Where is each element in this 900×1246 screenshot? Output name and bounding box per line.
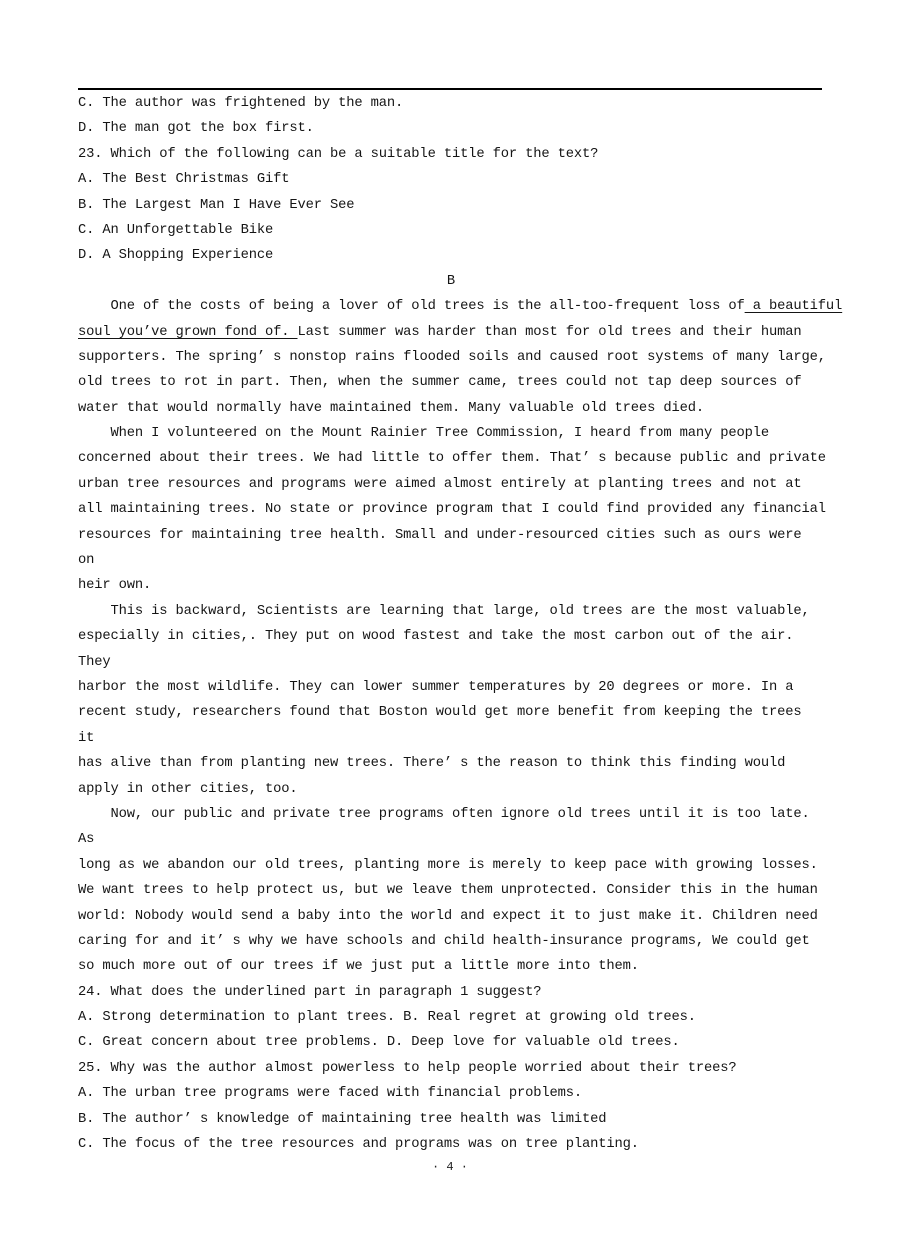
doc-line: C. Great concern about tree problems. D. Deep love for valuable old trees. xyxy=(78,1035,680,1051)
doc-line: resources for maintaining tree health. Small and under-resourced cities such as ours were xyxy=(78,527,802,543)
doc-line: When I volunteered on the Mount Rainier Tree Commission, I heard from many people xyxy=(78,426,770,442)
document-lines xyxy=(78,91,843,1157)
doc-text: Last summer was harder than most for old trees and their human xyxy=(297,324,802,340)
doc-line: harbor the most wildlife. They can lower summer temperatures by 20 degrees or more. In a xyxy=(78,679,794,695)
top-divider xyxy=(78,88,822,90)
doc-line: A. The urban tree programs were faced with financial problems. xyxy=(78,1086,583,1102)
doc-line: 23. Which of the following can be a suitable title for the text? xyxy=(78,146,599,162)
doc-line: heir own. xyxy=(78,578,152,594)
doc-line: concerned about their trees. We had little to offer them. That’ s because public and private xyxy=(78,451,826,467)
underlined-text: a beautiful xyxy=(744,299,843,315)
doc-line: D. The man got the box first. xyxy=(78,121,314,137)
doc-line: B. The Largest Man I Have Ever See xyxy=(78,197,355,213)
doc-line: apply in other cities, too. xyxy=(78,781,298,797)
doc-line: C. The focus of the tree resources and programs was on tree planting. xyxy=(78,1137,639,1153)
doc-line: We want trees to help protect us, but we leave them unprotected. Consider this in the human xyxy=(78,883,818,899)
doc-line: B xyxy=(446,273,456,289)
doc-line: urban tree resources and programs were aimed almost entirely at planting trees and not at xyxy=(78,476,802,492)
doc-line: D. A Shopping Experience xyxy=(78,248,274,264)
doc-line: As xyxy=(78,832,95,848)
doc-line: on xyxy=(78,553,95,569)
doc-line: caring for and it’ s why we have schools and child health-insurance programs, We could get xyxy=(78,933,810,949)
doc-line: especially in cities,. They put on wood fastest and take the most carbon out of the air. xyxy=(78,629,794,645)
doc-line: Now, our public and private tree programs often ignore old trees until it is too late. xyxy=(78,806,810,822)
page-number: · 4 · xyxy=(431,1160,468,1174)
doc-line: so much more out of our trees if we just put a little more into them. xyxy=(78,959,639,975)
underlined-text: soul you’ve grown fond of. xyxy=(78,324,298,340)
doc-line: water that would normally have maintained them. Many valuable old trees died. xyxy=(78,400,704,416)
doc-line: all maintaining trees. No state or province program that I could find provided any financial xyxy=(78,502,826,518)
doc-line: C. The author was frightened by the man. xyxy=(78,96,404,111)
doc-line: They xyxy=(78,654,111,670)
doc-line: This is backward, Scientists are learning that large, old trees are the most valuable, xyxy=(78,603,810,619)
doc-line xyxy=(78,294,843,319)
doc-line: long as we abandon our old trees, planting more is merely to keep pace with growing losses. xyxy=(78,857,818,873)
doc-line: A. Strong determination to plant trees. B. Real regret at growing old trees. xyxy=(78,1010,696,1026)
doc-line: world: Nobody would send a baby into the world and expect it to just make it. Children need xyxy=(78,908,818,924)
doc-text: One of the costs of being a lover of old trees is the all-too-frequent loss of xyxy=(78,299,745,315)
doc-line xyxy=(78,320,824,345)
doc-line: recent study, researchers found that Boston would get more benefit from keeping the trees xyxy=(78,705,802,721)
doc-line: old trees to rot in part. Then, when the summer came, trees could not tap deep sources of xyxy=(78,375,802,391)
doc-line: B. The author’ s knowledge of maintaining tree health was limited xyxy=(78,1111,607,1127)
doc-line: 24. What does the underlined part in paragraph 1 suggest? xyxy=(78,984,542,1000)
doc-line: it xyxy=(78,730,95,746)
doc-line: has alive than from planting new trees. There’ s the reason to think this finding would xyxy=(78,756,786,772)
doc-line: supporters. The spring’ s nonstop rains flooded soils and caused root systems of many large, xyxy=(78,349,826,365)
doc-line: 25. Why was the author almost powerless to help people worried about their trees? xyxy=(78,1060,737,1076)
doc-line: C. An Unforgettable Bike xyxy=(78,222,274,238)
doc-line: A. The Best Christmas Gift xyxy=(78,172,290,188)
